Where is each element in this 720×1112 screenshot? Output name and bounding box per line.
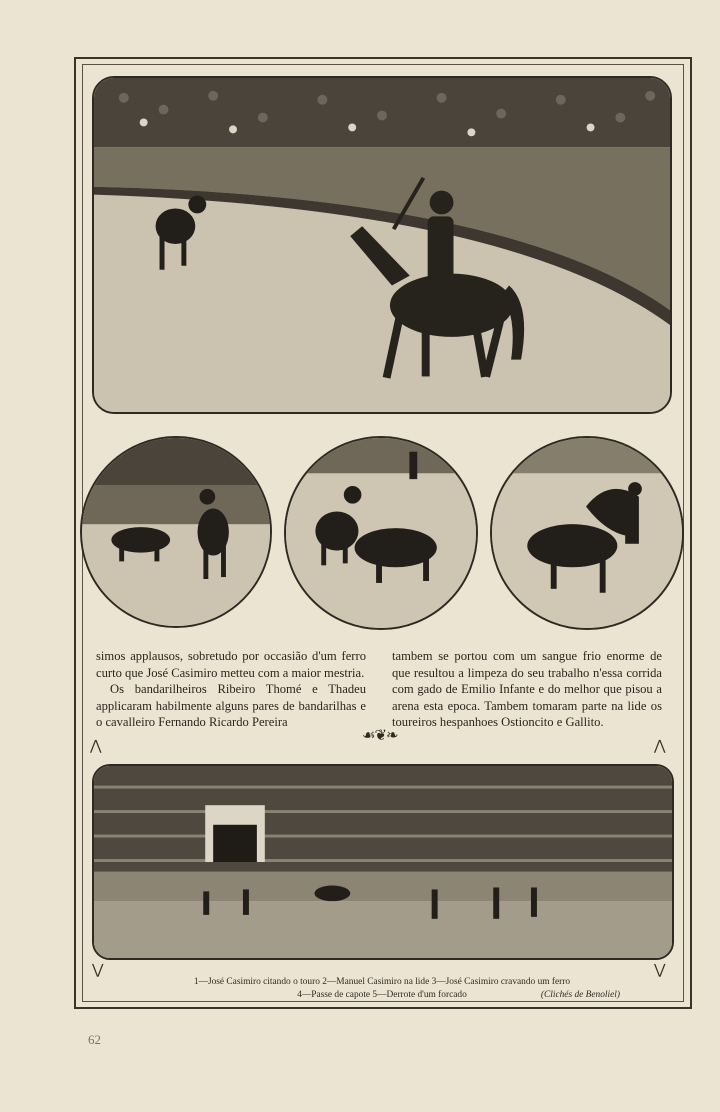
article-paragraph: Os bandarilheiros Ribeiro Thomé e Thadeu applicaram habilmente alguns pares de bandarilhas e o cavalleiro Fernando Ricardo Pereira	[96, 682, 366, 730]
caption-line: 1—José Casimiro citando o touro 2—Manuel Casimiro na lide 3—José Casimiro cravando um ferro	[193, 977, 571, 987]
photo-caption	[96, 976, 668, 1002]
photo-placing-ferro	[284, 436, 478, 630]
article-paragraph: tambem se portou com um sangue frio enorme de que resultou a limpeza do seu trabalho n'essa corrida com gado de Emilio Infante e do melhor que pisou a arena esta epoca. Tambem tomaram parte na lide os toureiros hespanhoes Ostioncito e Gallito.	[392, 649, 662, 730]
page-number: 62	[88, 1032, 101, 1047]
article-column-right	[392, 648, 662, 731]
photo-horseman-citing-bull	[92, 76, 672, 414]
corner-ornament: ⋁	[654, 963, 666, 978]
photo-credit: (Clichés de Benoliel)	[540, 990, 620, 1000]
article-column-left	[96, 648, 366, 731]
article-paragraph: simos applausos, sobretudo por occasião d'um ferro curto que José Casimiro metteu com a maior mestria.	[96, 649, 366, 680]
photo-rider-in-lide	[80, 436, 272, 628]
fleuron-ornament: ☙❦❧	[362, 728, 398, 744]
corner-ornament: ⋁	[92, 963, 104, 978]
corner-ornament: ⋀	[654, 739, 666, 754]
corner-ornament: ⋀	[90, 739, 102, 754]
photo-forcado-derrote	[92, 764, 674, 960]
photo-cape-pass	[490, 436, 684, 630]
caption-line: 4—Passe de capote 5—Derrote d'um forcado	[297, 990, 467, 1000]
